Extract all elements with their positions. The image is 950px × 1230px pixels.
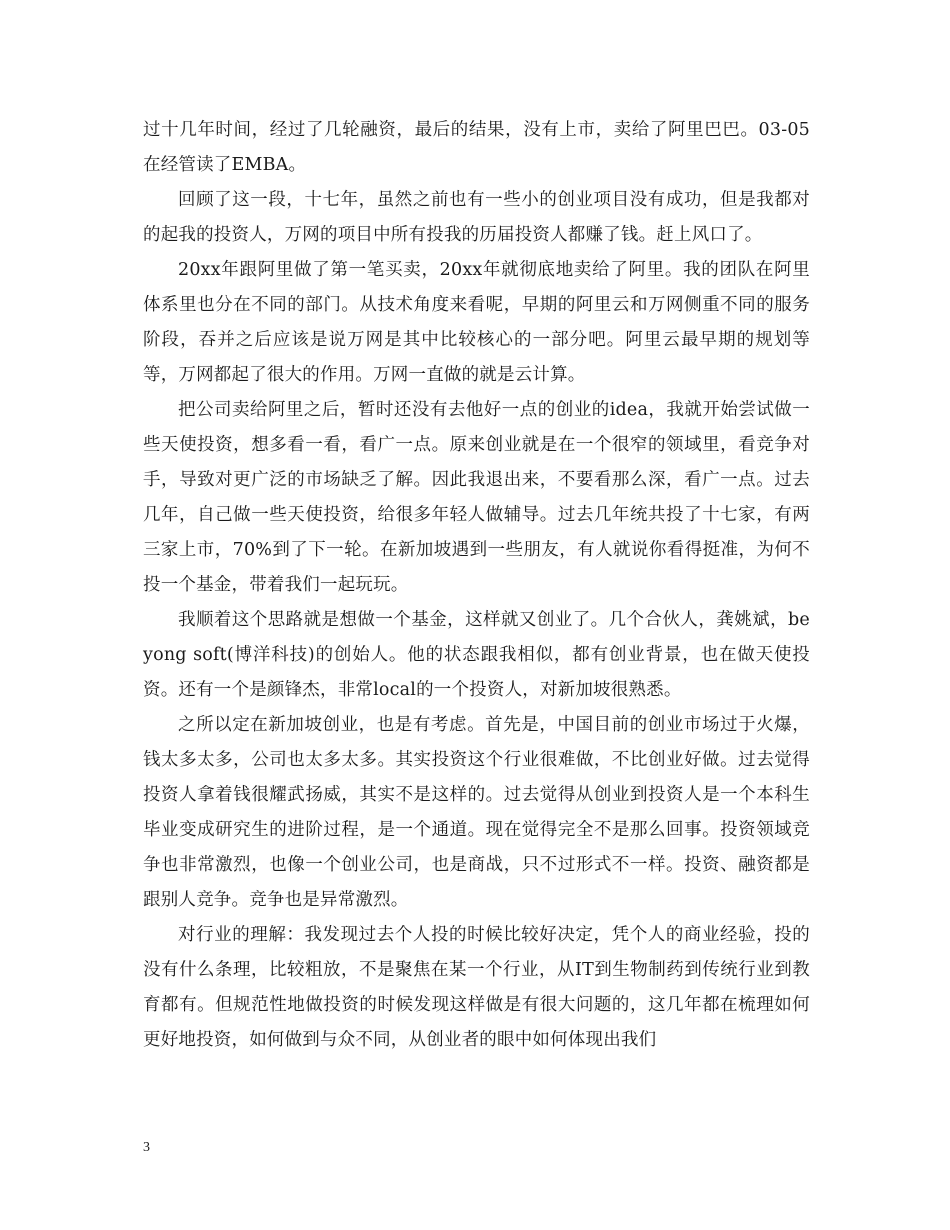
paragraph: 20xx年跟阿里做了第一笔买卖，20xx年就彻底地卖给了阿里。我的团队在阿里体系里也分在不同的部门。从技术角度来看呢，早期的阿里云和万网侧重不同的服务阶段，吞并之后应该是说万网是其中比较核心的一部分吧。阿里云最早期的规划等等，万网都起了很大的作用。万网一直做的就是云计算。 [143, 260, 810, 385]
paragraph: 对行业的理解：我发现过去个人投的时候比较好决定，凭个人的商业经验，投的没有什么条理，比较粗放，不是聚焦在某一个行业，从IT到生物制药到传统行业到教育都有。但规范性地做投资的时候发现这样做是有很大问题的，这几年都在梳理如何更好地投资，如何做到与众不同，从创业者的眼中如何体现出我们 [143, 925, 810, 1050]
paragraph: 之所以定在新加坡创业，也是有考虑。首先是，中国目前的创业市场过于火爆，钱太多太多，公司也太多太多。其实投资这个行业很难做，不比创业好做。过去觉得投资人拿着钱很耀武扬威，其实不是这样的。过去觉得从创业到投资人是一个本科生毕业变成研究生的进阶过程，是一个通道。现在觉得完全不是那么回事。投资领域竞争也非常激烈，也像一个创业公司，也是商战，只不过形式不一样。投资、融资都是跟别人竞争。竞争也是异常激烈。 [143, 715, 810, 910]
document-body [143, 113, 810, 1058]
paragraph: 我顺着这个思路就是想做一个基金，这样就又创业了。几个合伙人，龚姚斌，beyong soft(博洋科技)的创始人。他的状态跟我相似，都有创业背景，也在做天使投资。还有一个是颜锋杰，非常local的一个投资人，对新加坡很熟悉。 [143, 610, 810, 700]
page-number: 3 [143, 1140, 150, 1155]
paragraph: 把公司卖给阿里之后，暂时还没有去他好一点的创业的idea，我就开始尝试做一些天使投资，想多看一看，看广一点。原来创业就是在一个很窄的领域里，看竞争对手，导致对更广泛的市场缺乏了解。因此我退出来，不要看那么深，看广一点。过去几年，自己做一些天使投资，给很多年轻人做辅导。过去几年统共投了十七家，有两三家上市，70%到了下一轮。在新加坡遇到一些朋友，有人就说你看得挺准，为何不投一个基金，带着我们一起玩玩。 [143, 400, 810, 595]
paragraph-continued: 过十几年时间，经过了几轮融资，最后的结果，没有上市，卖给了阿里巴巴。03-05在经管读了EMBA。 [143, 120, 810, 175]
paragraph: 回顾了这一段，十七年，虽然之前也有一些小的创业项目没有成功，但是我都对的起我的投资人，万网的项目中所有投我的历届投资人都赚了钱。赶上风口了。 [143, 190, 810, 245]
